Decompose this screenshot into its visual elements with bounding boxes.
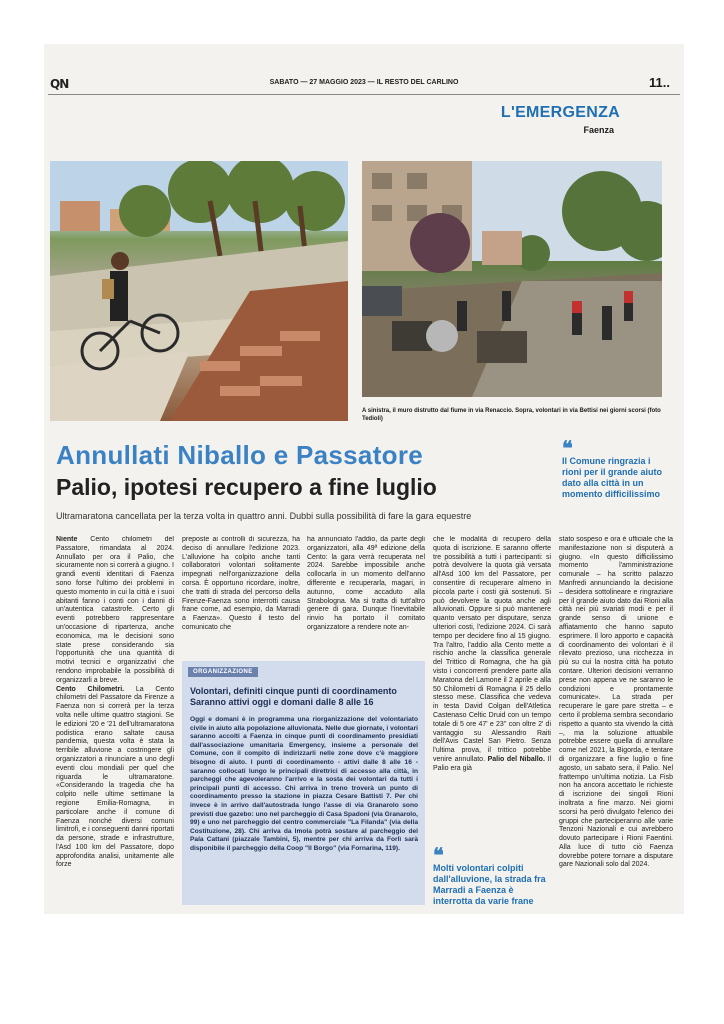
newspaper-page [44, 44, 684, 914]
article-subhead-cento: Cento Chilometri. [56, 685, 125, 693]
page-header [44, 74, 684, 94]
headline-title: Palio, ipotesi recupero a fine luglio [56, 474, 437, 500]
article-col3-text: ha annunciato l'addio, da parte degli organizzatori, alla 49ª edizione della Cento: la gara verrà recuperata nel 2024. Sarebbe impossibile anche collocarla in un momento dell'anno differente e recuperarla, magari, in autunno, come accaduto alla Strabologna. Ma si tratta di tutt'altro genere di gara. Dunque l'inevitabile rinvio ha portato il comitato organizzatore a rendere note an- [307, 536, 425, 631]
box-tag: ORGANIZZAZIONE [188, 667, 258, 677]
article-col4b-text: Il Palio era già [433, 755, 551, 772]
article-column-4 [433, 536, 551, 844]
page-number: 11.. [649, 75, 670, 90]
photo-caption: A sinistra, il muro distrutto dal fiume in via Renaccio. Sopra, volontari in via Bettisi nei giorni scorsi (foto Tedioli) [362, 408, 661, 422]
pull-quote-bottom-text: Molti volontari colpiti dall'alluvione, la strada fra Marradi a Faenza è interrotta da varie frane [433, 863, 546, 906]
article-lead: Niente [56, 536, 78, 543]
section-location: Faenza [583, 125, 614, 135]
article-col5-text: stato sospeso e ora è ufficiale che la manifestazione non si disputerà a giugno. «In questo difficilissimo momento l'amministrazione comunale – ha scritto palazzo Manfredi annunciando la decisione – desidera sottolineare e ringraziare per il grande aiuto dato dai Rioni alla città nei più svariati modi e per il grande senso di unione e affiatamento che hanno saputo esprimere. Il loro apporto e capacità di coordinamento dei volontari è il rilevato prezioso, una ricchezza in più su cui la nostra città ha potuto contare. Ulteriori decisioni verranno prese non appena ve ne saranno le condizioni e prontamente comunicate». La strada per recuperare le gare pare stretta – e certo il problema sembra secondario rispetto a quanto sta vivendo la città –, ma la soluzione attuabile potrebbe essere quella di annullare come nel 2021, la Bigorda, e tentare di organizzare a fine luglio o fine agosto, un sabato sera, il Palio. Nel frattempo un'ultima notizia. La Fisb non ha ancora accettato le richieste di iscrizione dei singoli Rioni inoltrata a fine marzo. Nei giorni scorsi ha però divulgato l'elenco dei gruppi che parteciperanno alle varie Tenzoni Nazionali e cui avrebbero dovuto partecipare i Rioni Faentini. Alla luce di tutto ciò Faenza dovrebbe potere tornare a disputare gare Nazionali solo dal 2024. [559, 536, 673, 869]
quote-mark-icon: ❝ [433, 843, 444, 867]
newspaper-logo: QN [50, 77, 69, 91]
article-subhead-palio: Palio del Niballo. [487, 755, 545, 763]
article-col1b-text: La Cento chilometri del Passatore da Firenze a Faenza non si correrà per la terza volta nelle ultime quattro stagioni. Se le edizioni '20 e '21 dell'ultramaratona podistica erano saltate causa pandemia, questa volta è stata la terribile alluvione a costringere gli organizzatori a rinunciare a uno degli eventi clou mondiali per quel che riguarda le ultramaratone. «Considerando la tragedia che ha colpito nelle ultime settimane la regione Emilia-Romagna, in particolare anche il comune di Faenza nonché diversi comuni limitrofi, e i conseguenti danni riportati da persone, strade e infrastrutture, l'Asd 100 km del Passatore, dopo approfondita analisi, unitamente alle forze [56, 685, 174, 869]
section-title: L'EMERGENZA [500, 104, 620, 121]
broken-wall-illustration [50, 161, 348, 421]
article-col2-text: preposte ai controlli di sicurezza, ha deciso di annullare l'edizione 2023. L'alluvione ha colpito anche tanti collaboratori volontari solitamente impegnati nell'organizzazione della corsa. È opportuno ricordare, inoltre, che tratti di strada del percorso della Firenze-Faenza sono interrotti causa frane come, ad esempio, da Marradi a Faenza». Questo il testo del comunicato che [182, 536, 300, 631]
box-title: Volontari, definiti cinque punti di coordinamento Saranno attivi oggi e domani dalle 8 alle 16 [190, 686, 397, 707]
volunteers-illustration [362, 161, 662, 397]
article-col1-text: Cento chilometri del Passatore, rimandata al 2024. Annullato per ora il Palio, che sicuramente non si correrà a giugno. I grandi eventi identitari di Faenza sono forse l'ultimo dei problemi in questo momento in cui la città e i suoi abitanti fanno i conti con i danni di un'autentica catastrofe. Certo gli eventi potrebbero rappresentare un'occasione di ripartenza, anche economica, ma le decisioni sono state prese considerando sia l'opportunità che una quantità di motivi tecnici e organizzativi che rendono improbabile la possibilità di organizzarli a breve. [56, 536, 174, 684]
photo-broken-wall [50, 161, 348, 421]
volunteers-box [182, 661, 425, 905]
dateline: SABATO — 27 MAGGIO 2023 — IL RESTO DEL CARLINO [269, 79, 459, 86]
pull-quote-top [562, 436, 670, 500]
quote-mark-icon: ❝ [562, 436, 573, 460]
box-text: Oggi e domani è in programma una riorganizzazione del volontariato civile in aiuto alla popolazione alluvionata. Nelle due giornate, i volontari saranno accolti a Faenza in cinque punti di coordinamento presidiati dall'associazione umanitaria Emergency, insieme a personale del Comune, con il compito di indirizzarli nelle zone dove c'è maggiore bisogno di aiuto. I punti di coordinamento - attivi dalle 8 alle 16 - saranno collocati lungo le principali direttrici di accesso alla città, in parcheggi che agevoleranno l'arrivo e la sosta dei volontari da tutti i principali punti di accesso. Chi arriva in treno troverà un punto di coordinamento presso la stazione in piazza Cesare Battisti 7. Per chi invece è in arrivo dall'autostrada lungo l'asse di via Granarolo sono previsti due gazebo: uno nel parcheggio di Casa Spadoni (via Granarolo, 99) e uno nel parcheggio del centro commerciale "La Filanda" (via della Costituzione, 28). Chi arriva da Imola potrà sostare al parcheggio del Pala Cattani (piazzale Tambini, 5), mentre per chi arriva da Forlì sarà disponibile il parcheggio della Coop "Il Borgo" (via Fornarina, 119). [190, 716, 418, 852]
article-column-1 [56, 536, 174, 908]
article-column-2 [182, 536, 300, 654]
pull-quote-bottom [433, 843, 553, 907]
header-rule [48, 94, 680, 95]
photo-volunteers-street [362, 161, 662, 397]
article-column-3 [307, 536, 425, 654]
article-column-5 [559, 536, 673, 908]
pull-quote-top-text: Il Comune ringrazia i rioni per il grande aiuto dato alla città in un momento difficilissimo [562, 456, 663, 499]
headline-deck: Ultramaratona cancellata per la terza volta in quattro anni. Dubbi sulla possibilità di fare la gara equestre [56, 511, 472, 521]
article-col4-text: che le modalità di recupero della quota di iscrizione. E saranno offerte tre possibilità a tutti i partecipanti: si potrà devolvere la quota già versata all'Asd 100 km del Passatore, per consentire di recuperare almeno in piccola parte i costi già sostenuti. Si può devolvere la quota anche agli alluvionati. Oppure si può mantenere quanto versato per disputare, senza ulteriori costi, l'edizione 2024. Ci sarà tempo per decidere fino al 15 giugno. Tra l'altro, l'addio alla Cento mette a rischio anche la classifica generale del Trittico di Romagna, che ha già visto i concorrenti prendere parte alla Maratona del Lamone il 2 aprile e alla 50 Chilometri di Romagna il 25 dello stesso mese. Classifica che vedeva in testa David Colgan dell'Atletica Castenaso Celtic Druid con un tempo totale di 5 ore 47' e 23'' con oltre 2' di vantaggio su Alessandro Raiti dell'Avis Castel San Pietro. Senza l'ultima prova, il trittico potrebbe venire annullato. [433, 536, 551, 763]
headline-kicker: Annullati Niballo e Passatore [56, 440, 424, 470]
